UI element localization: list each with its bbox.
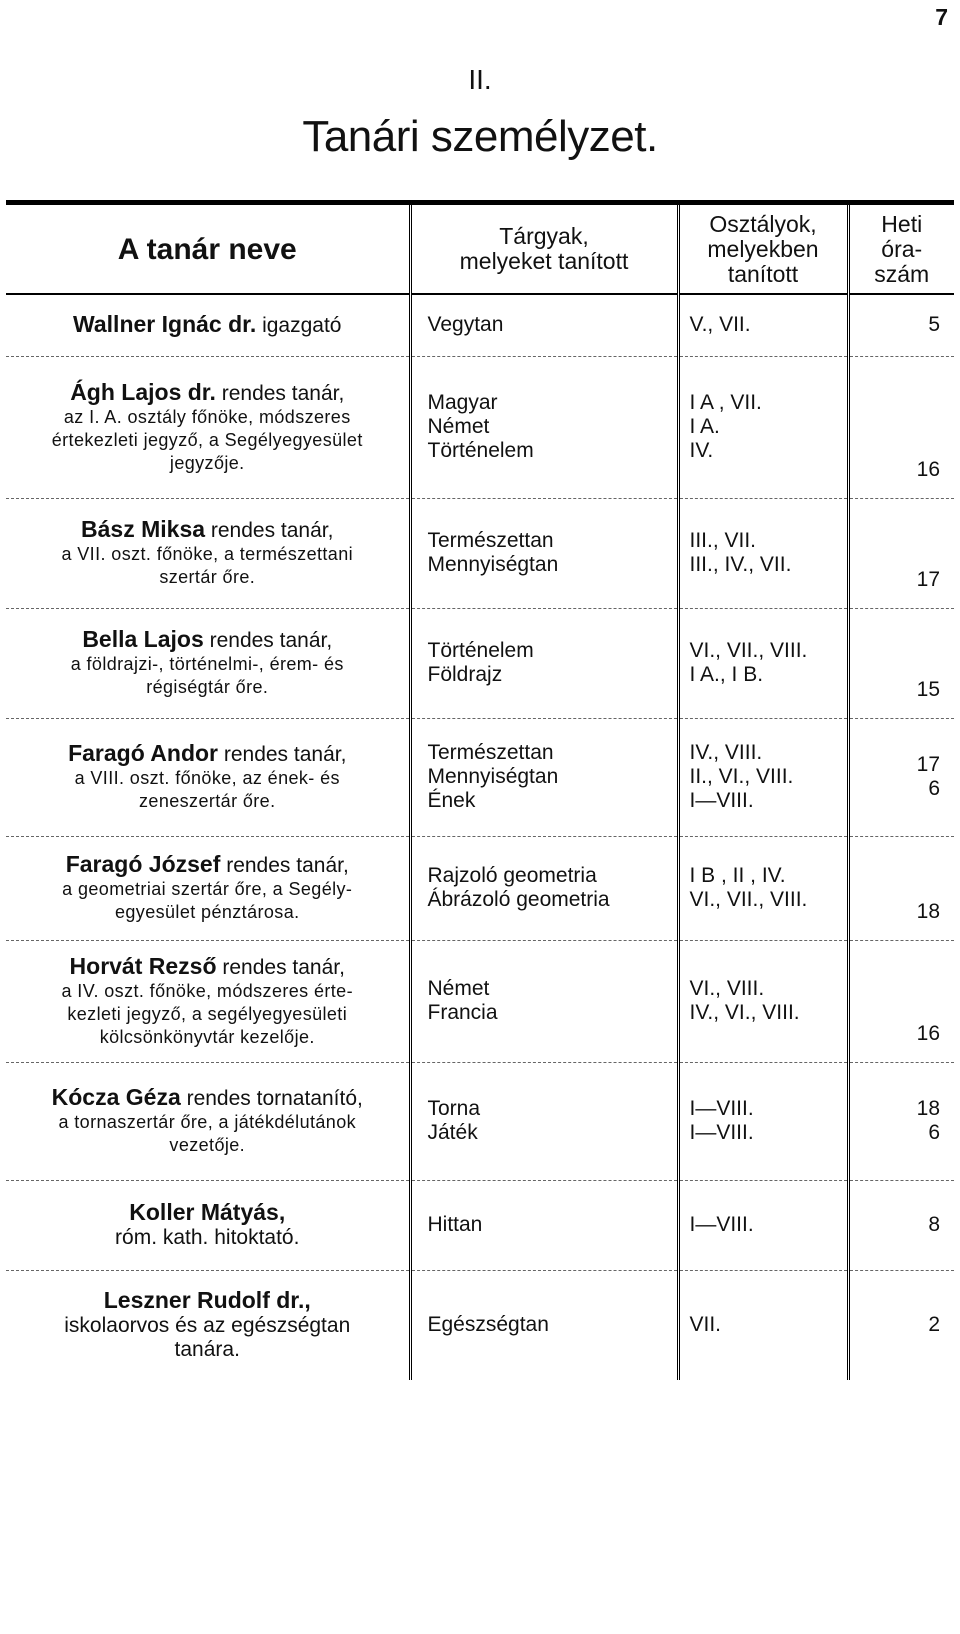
header-subjects-line: Tárgyak, (499, 223, 589, 249)
table-row (6, 1180, 954, 1270)
header-hours-line: szám (874, 260, 930, 287)
class-entry: III., VII. (689, 529, 757, 552)
teacher-cell (6, 836, 410, 940)
teacher-cell (6, 356, 410, 498)
class-entry: I A. (689, 415, 720, 438)
header-hours-line: óra- (881, 235, 923, 262)
teacher-heading (12, 312, 403, 338)
subject-cell (410, 608, 678, 718)
subject-cell (410, 498, 678, 608)
hours-cell (848, 836, 954, 940)
teacher-heading (12, 954, 403, 980)
class-entry: I B , II , IV. (689, 864, 786, 887)
page-number: 7 (935, 4, 948, 30)
class-entry: I A., I B. (689, 663, 764, 686)
class-entry: VI., VII., VIII. (689, 888, 808, 911)
teacher-role: rendes tornatanító, (186, 1087, 363, 1110)
hours-entry: 2 (928, 1313, 940, 1337)
header-classes-line: melyekben (707, 235, 819, 262)
class-cell (678, 940, 848, 1062)
teacher-description: a VII. oszt. főnöke, a természettani (61, 544, 354, 564)
subject-entry: Történelem (427, 639, 534, 662)
teacher-heading (12, 1085, 403, 1111)
header-classes (678, 203, 848, 295)
teacher-cell (6, 718, 410, 836)
header-subjects-line: melyeket tanított (459, 248, 629, 274)
hours-cell (848, 498, 954, 608)
page-title: Tanári személyzet. (302, 112, 658, 161)
hours-entry: 6 (928, 1121, 940, 1144)
class-cell (678, 1062, 848, 1180)
teacher-cell (6, 1062, 410, 1180)
hours-cell (848, 1180, 954, 1270)
subject-entry: Egészségtan (427, 1313, 549, 1337)
teacher-role: rendes tanár, (222, 955, 345, 979)
teacher-heading (12, 852, 403, 878)
teacher-description: a geometriai szertár őre, a Segély- (62, 879, 353, 899)
teacher-cell (6, 1180, 410, 1270)
teacher-heading (12, 517, 403, 543)
subject-cell (410, 836, 678, 940)
teacher-role: rendes tanár, (226, 854, 349, 877)
header-name: A tanár neve (6, 203, 410, 295)
subject-entry: Ének (427, 789, 476, 812)
hours-cell (848, 1270, 954, 1380)
teacher-description: a IV. oszt. főnöke, módszeres érte- (61, 980, 353, 1001)
subject-entry: Természettan (427, 741, 554, 764)
teacher-description: egyesület pénztárosa. (114, 902, 300, 922)
teacher-description: szertár őre. (159, 567, 256, 587)
teacher-cell (6, 1270, 410, 1380)
subject-entry: Ábrázoló geometria (427, 888, 610, 911)
teacher-name: Faragó Andor (68, 740, 218, 766)
table-row (6, 1062, 954, 1180)
teacher-heading (12, 1200, 403, 1226)
subject-entry: Német (427, 977, 490, 1000)
subject-entry: Vegytan (427, 313, 504, 337)
subject-entry: Hittan (427, 1213, 483, 1236)
teacher-role: rendes tanár, (221, 381, 345, 405)
class-entry: III., IV., VII. (689, 553, 792, 576)
subject-cell (410, 1270, 678, 1380)
class-cell (678, 498, 848, 608)
subject-cell (410, 294, 678, 356)
teacher-name: Wallner Ignác dr. (73, 311, 257, 338)
hours-entry: 17 (916, 753, 940, 776)
teacher-name: Koller Mátyás, (129, 1199, 286, 1225)
subject-entry: Földrajz (427, 663, 503, 686)
subject-entry: Rajzoló geometria (427, 864, 597, 887)
class-cell (678, 1180, 848, 1270)
class-entry: IV. (689, 439, 714, 462)
teacher-description: tanára. (174, 1338, 240, 1362)
class-entry: I A , VII. (689, 391, 762, 414)
hours-entry: 18 (916, 1097, 940, 1120)
subject-entry: Természettan (427, 529, 554, 552)
header-classes-line: Osztályok, (709, 210, 817, 237)
subject-cell (410, 718, 678, 836)
teacher-cell (6, 498, 410, 608)
header-hours-line: Heti (881, 210, 923, 237)
subject-entry: Német (427, 415, 490, 438)
teacher-name: Horvát Rezső (69, 952, 217, 979)
teacher-description: kölcsönkönyvtár kezelője. (99, 1026, 315, 1047)
hours-entry: 8 (928, 1213, 940, 1236)
teacher-description: jegyzője. (169, 452, 245, 473)
staff-table (6, 200, 954, 1380)
hours-cell (848, 356, 954, 498)
table-row (6, 294, 954, 356)
class-entry: I—VIII. (689, 789, 754, 812)
hours-cell (848, 294, 954, 356)
table-row (6, 1270, 954, 1380)
class-cell (678, 608, 848, 718)
class-entry: I—VIII. (689, 1213, 754, 1236)
class-entry: II., VI., VIII. (689, 765, 794, 788)
teacher-role: rendes tanár, (223, 743, 347, 766)
header-subjects (410, 203, 678, 295)
header-classes-line: tanított (727, 260, 799, 287)
section-numeral: II. (468, 64, 492, 95)
hours-entry: 6 (928, 777, 940, 800)
class-entry: IV., VI., VIII. (689, 1001, 800, 1024)
teacher-role: igazgató (262, 314, 342, 338)
teacher-description: vezetője. (169, 1135, 246, 1155)
subject-cell (410, 1062, 678, 1180)
table-row (6, 608, 954, 718)
class-cell (678, 718, 848, 836)
class-entry: VII. (689, 1313, 722, 1337)
teacher-heading (12, 1288, 403, 1314)
table-row (6, 356, 954, 498)
subject-cell (410, 1180, 678, 1270)
teacher-description: értekezleti jegyző, a Segélyegyesület (51, 429, 363, 450)
class-cell (678, 356, 848, 498)
table-row (6, 940, 954, 1062)
subject-entry: Mennyiségtan (427, 553, 559, 576)
table-body (6, 294, 954, 1380)
class-entry: VI., VII., VIII. (689, 639, 808, 662)
class-cell (678, 1270, 848, 1380)
teacher-heading (12, 741, 403, 767)
teacher-cell (6, 608, 410, 718)
teacher-role: rendes tanár, (210, 519, 334, 542)
teacher-name: Kócza Géza (51, 1084, 181, 1110)
teacher-name: Bász Miksa (81, 516, 206, 542)
class-entry: V., VII. (689, 313, 751, 337)
teacher-description: a földrajzi-, történelmi-, érem- és (70, 654, 344, 674)
hours-entry: 18 (916, 899, 940, 923)
class-entry: I—VIII. (689, 1121, 754, 1144)
teacher-name: Ágh Lajos dr. (70, 378, 216, 405)
teacher-description: iskolaorvos és az egészségtan (64, 1314, 351, 1338)
teacher-description: a VIII. oszt. főnöke, az ének- és (74, 768, 340, 788)
teacher-name: Faragó József (65, 851, 221, 877)
subject-entry: Játék (427, 1121, 478, 1144)
teacher-description: róm. kath. hitoktató. (115, 1226, 300, 1249)
teacher-cell (6, 940, 410, 1062)
table-header (6, 203, 954, 295)
table-row (6, 718, 954, 836)
header-hours (848, 203, 954, 295)
subject-cell (410, 940, 678, 1062)
class-entry: VI., VIII. (689, 977, 765, 1000)
hours-entry: 5 (928, 313, 940, 337)
subject-entry: Történelem (427, 439, 534, 462)
teacher-description: régiségtár őre. (146, 677, 269, 697)
subject-entry: Torna (427, 1097, 481, 1120)
teacher-role: rendes tanár, (209, 629, 333, 652)
class-entry: I—VIII. (689, 1097, 754, 1120)
table-row (6, 498, 954, 608)
subject-entry: Mennyiségtan (427, 765, 559, 788)
teacher-name: Leszner Rudolf dr., (103, 1287, 311, 1314)
subject-entry: Magyar (427, 391, 498, 414)
teacher-heading (12, 380, 403, 406)
hours-cell (848, 940, 954, 1062)
teacher-heading (12, 627, 403, 653)
hours-cell (848, 1062, 954, 1180)
teacher-description: kezleti jegyző, a segélyegyesületi (67, 1003, 348, 1024)
teacher-description: zeneszertár őre. (139, 791, 276, 811)
teacher-description: a tornaszertár őre, a játékdélutánok (58, 1112, 357, 1132)
hours-entry: 16 (916, 457, 940, 481)
subject-entry: Francia (427, 1001, 498, 1024)
hours-cell (848, 718, 954, 836)
teacher-cell (6, 294, 410, 356)
hours-entry: 16 (916, 1021, 940, 1045)
class-entry: IV., VIII. (689, 741, 763, 764)
hours-entry: 17 (916, 567, 940, 591)
table-row (6, 836, 954, 940)
teacher-name: Bella Lajos (82, 626, 204, 652)
subject-cell (410, 356, 678, 498)
class-cell (678, 836, 848, 940)
class-cell (678, 294, 848, 356)
teacher-description: az I. A. osztály főnöke, módszeres (63, 406, 351, 427)
hours-cell (848, 608, 954, 718)
hours-entry: 15 (916, 677, 940, 701)
